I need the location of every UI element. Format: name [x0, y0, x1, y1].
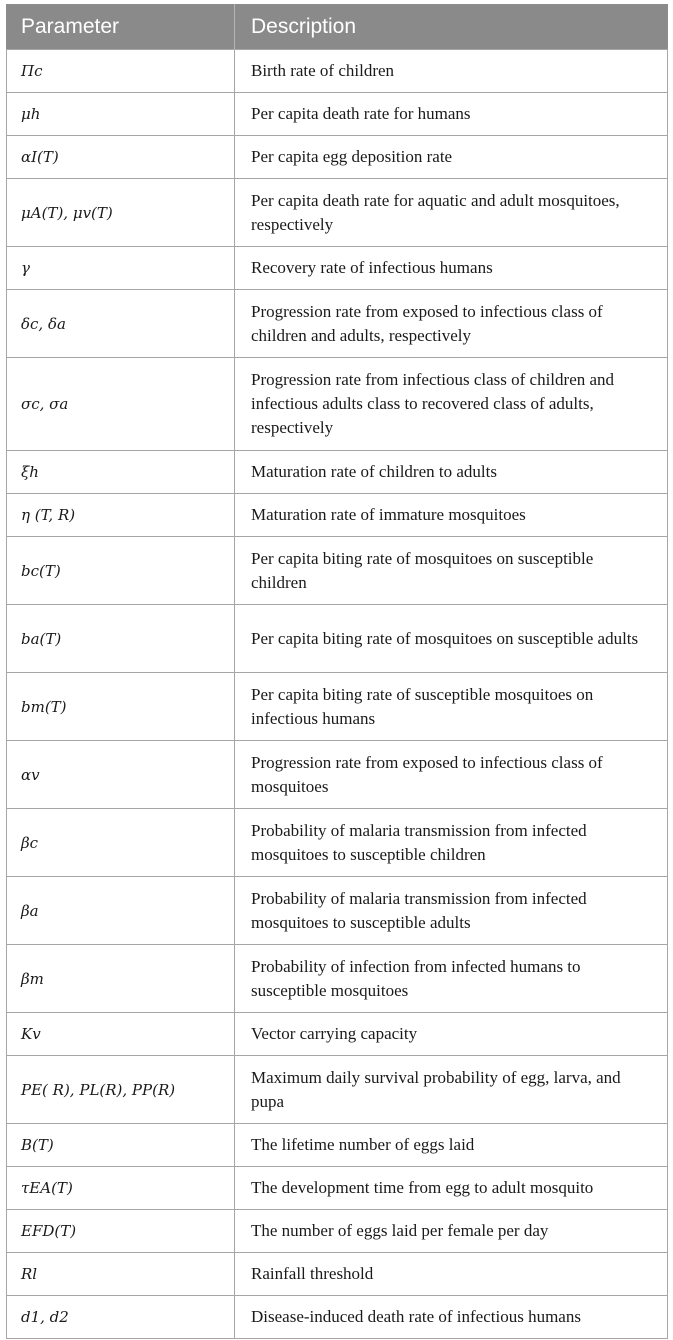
table-row: [7, 1296, 668, 1339]
param-cell: B(T): [7, 1124, 235, 1167]
param-cell: PE( R), PL(R), PP(R): [7, 1056, 235, 1124]
desc-cell: Birth rate of children: [235, 50, 668, 93]
desc-cell: The number of eggs laid per female per day: [235, 1210, 668, 1253]
table-row: [7, 1253, 668, 1296]
param-cell: Rl: [7, 1253, 235, 1296]
table-row: [7, 451, 668, 494]
table-header-row: [7, 5, 668, 50]
table-row: [7, 247, 668, 290]
desc-cell: Recovery rate of infectious humans: [235, 247, 668, 290]
table-row: [7, 1167, 668, 1210]
table-row: [7, 1056, 668, 1124]
param-cell: αv: [7, 741, 235, 809]
param-cell: δc, δa: [7, 290, 235, 358]
table-row: [7, 945, 668, 1013]
param-cell: EFD(T): [7, 1210, 235, 1253]
param-cell: Πc: [7, 50, 235, 93]
table-row: [7, 1210, 668, 1253]
table-row: [7, 673, 668, 741]
table-row: [7, 809, 668, 877]
table-row: [7, 290, 668, 358]
desc-cell: Per capita biting rate of mosquitoes on susceptible children: [235, 537, 668, 605]
header-description: Description: [235, 5, 668, 50]
param-cell: η (T, R): [7, 494, 235, 537]
table-row: [7, 741, 668, 809]
param-cell: βa: [7, 877, 235, 945]
param-cell: αI(T): [7, 136, 235, 179]
desc-cell: Probability of malaria transmission from infected mosquitoes to susceptible children: [235, 809, 668, 877]
desc-cell: The lifetime number of eggs laid: [235, 1124, 668, 1167]
desc-cell: Progression rate from exposed to infectious class of mosquitoes: [235, 741, 668, 809]
desc-cell: Vector carrying capacity: [235, 1013, 668, 1056]
table-row: [7, 537, 668, 605]
table-row: [7, 358, 668, 451]
table-row: [7, 136, 668, 179]
param-cell: μA(T), μv(T): [7, 179, 235, 247]
param-cell: σc, σa: [7, 358, 235, 451]
parameter-table: [6, 4, 668, 1339]
desc-cell: Probability of infection from infected humans to susceptible mosquitoes: [235, 945, 668, 1013]
desc-cell: Maturation rate of immature mosquitoes: [235, 494, 668, 537]
desc-cell: Per capita death rate for humans: [235, 93, 668, 136]
param-cell: ξh: [7, 451, 235, 494]
desc-cell: Disease-induced death rate of infectious humans: [235, 1296, 668, 1339]
table-row: [7, 605, 668, 673]
desc-cell: Per capita biting rate of susceptible mosquitoes on infectious humans: [235, 673, 668, 741]
param-cell: μh: [7, 93, 235, 136]
desc-cell: The development time from egg to adult mosquito: [235, 1167, 668, 1210]
desc-cell: Per capita biting rate of mosquitoes on susceptible adults: [235, 605, 668, 673]
table-row: [7, 93, 668, 136]
param-cell: βc: [7, 809, 235, 877]
table-row: [7, 1013, 668, 1056]
param-cell: ba(T): [7, 605, 235, 673]
param-cell: Kv: [7, 1013, 235, 1056]
desc-cell: Per capita egg deposition rate: [235, 136, 668, 179]
param-cell: d1, d2: [7, 1296, 235, 1339]
desc-cell: Maximum daily survival probability of egg, larva, and pupa: [235, 1056, 668, 1124]
table-row: [7, 179, 668, 247]
table-row: [7, 50, 668, 93]
desc-cell: Progression rate from infectious class of children and infectious adults class to recovered class of adults, respectively: [235, 358, 668, 451]
desc-cell: Per capita death rate for aquatic and adult mosquitoes, respectively: [235, 179, 668, 247]
param-cell: γ: [7, 247, 235, 290]
table-row: [7, 494, 668, 537]
param-cell: τEA(T): [7, 1167, 235, 1210]
header-parameter: Parameter: [7, 5, 235, 50]
table-row: [7, 877, 668, 945]
table-row: [7, 1124, 668, 1167]
param-cell: βm: [7, 945, 235, 1013]
desc-cell: Maturation rate of children to adults: [235, 451, 668, 494]
param-cell: bm(T): [7, 673, 235, 741]
desc-cell: Rainfall threshold: [235, 1253, 668, 1296]
desc-cell: Progression rate from exposed to infectious class of children and adults, respectively: [235, 290, 668, 358]
desc-cell: Probability of malaria transmission from infected mosquitoes to susceptible adults: [235, 877, 668, 945]
param-cell: bc(T): [7, 537, 235, 605]
